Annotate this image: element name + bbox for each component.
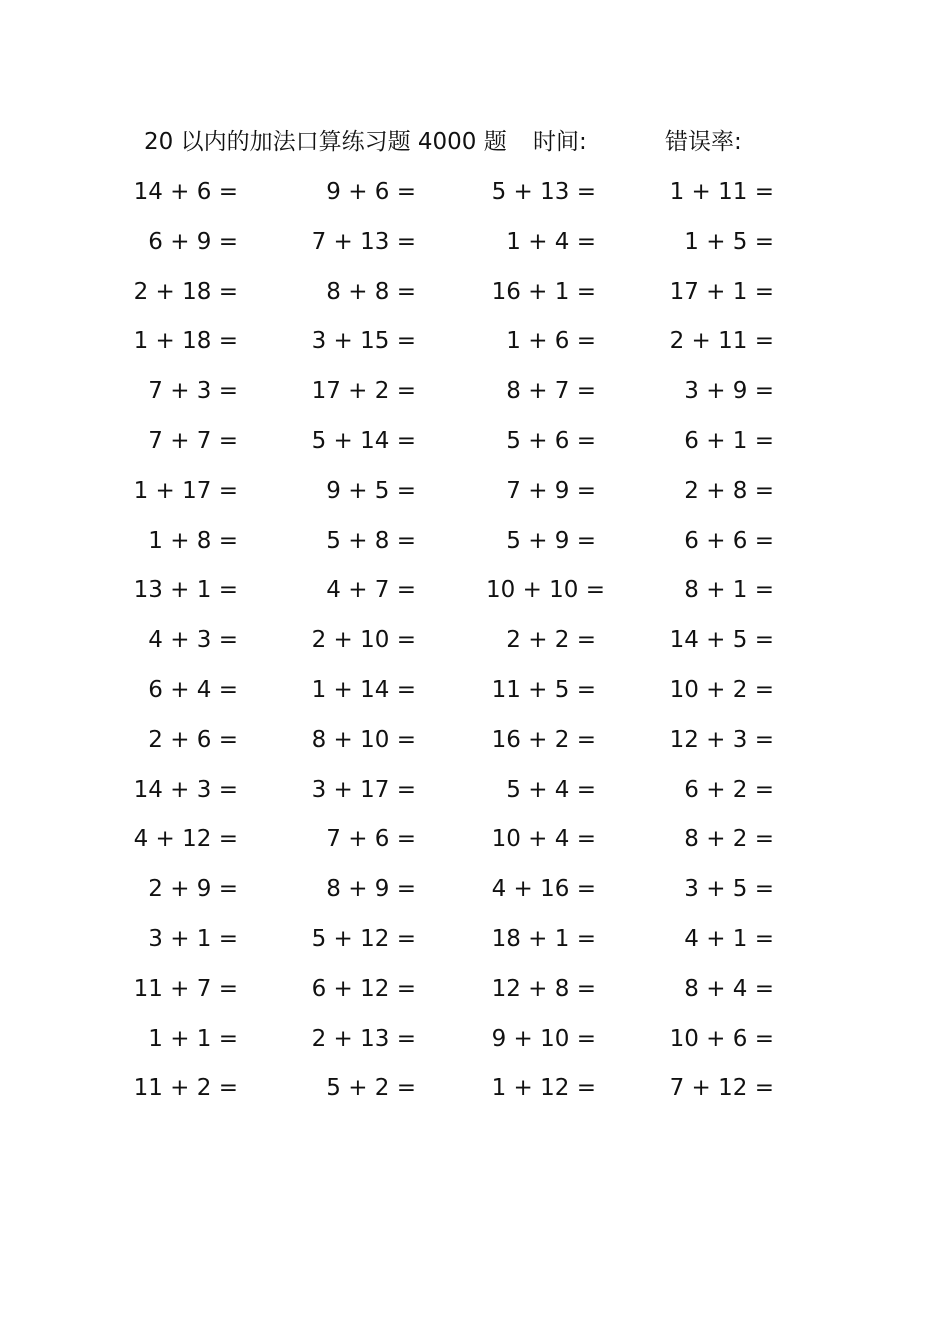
problem-item: 2 + 11 = <box>669 328 774 355</box>
problem-item: 2 + 8 = <box>684 477 774 504</box>
problem-row <box>0 969 950 1019</box>
problem-item: 7 + 9 = <box>506 477 596 504</box>
problem-item: 8 + 8 = <box>326 278 416 305</box>
problem-item: 13 + 1 = <box>133 577 238 604</box>
problem-item: 5 + 13 = <box>491 179 596 205</box>
problem-item: 2 + 10 = <box>311 627 416 654</box>
problem-item: 2 + 6 = <box>148 726 238 753</box>
problem-item: 17 + 2 = <box>311 378 416 405</box>
problem-item: 4 + 16 = <box>491 876 596 903</box>
problem-item: 8 + 2 = <box>684 826 774 853</box>
problem-item: 4 + 3 = <box>148 627 238 654</box>
problem-row <box>0 421 950 471</box>
problem-item: 10 + 2 = <box>669 676 774 703</box>
problem-item: 6 + 1 = <box>684 427 774 454</box>
problem-item: 8 + 9 = <box>326 876 416 903</box>
problem-item: 11 + 5 = <box>491 676 596 703</box>
problem-row <box>0 321 950 371</box>
problem-item: 2 + 13 = <box>311 1025 416 1052</box>
problem-item: 3 + 15 = <box>311 328 416 355</box>
problem-row <box>0 1068 950 1118</box>
problem-item: 11 + 7 = <box>133 975 238 1002</box>
problem-item: 5 + 9 = <box>506 527 596 554</box>
problem-row <box>0 272 950 322</box>
problem-item: 5 + 8 = <box>326 527 416 554</box>
problem-row <box>0 471 950 521</box>
problem-item: 1 + 1 = <box>148 1025 238 1052</box>
problem-row <box>0 670 950 720</box>
problem-item: 6 + 4 = <box>148 676 238 703</box>
problem-item: 6 + 6 = <box>684 527 774 554</box>
problem-item: 7 + 12 = <box>669 1075 774 1102</box>
problem-item: 7 + 7 = <box>148 427 238 454</box>
problem-item: 6 + 12 = <box>311 975 416 1002</box>
problem-item: 1 + 11 = <box>669 179 774 205</box>
problem-item: 1 + 6 = <box>506 328 596 355</box>
problem-item: 1 + 8 = <box>148 527 238 554</box>
problem-row <box>0 1019 950 1069</box>
problem-item: 14 + 3 = <box>133 776 238 803</box>
problem-item: 1 + 18 = <box>133 328 238 355</box>
problem-item: 18 + 1 = <box>491 925 596 952</box>
problem-grid <box>0 172 950 1118</box>
problem-item: 10 + 10 = <box>486 577 606 604</box>
problem-item: 10 + 6 = <box>669 1025 774 1052</box>
problem-item: 8 + 7 = <box>506 378 596 405</box>
problem-item: 4 + 12 = <box>133 826 238 853</box>
problem-item: 1 + 14 = <box>311 676 416 703</box>
problem-row <box>0 770 950 820</box>
problem-item: 17 + 1 = <box>669 278 774 305</box>
problem-item: 1 + 12 = <box>491 1075 596 1102</box>
problem-item: 12 + 3 = <box>669 726 774 753</box>
problem-item: 16 + 2 = <box>491 726 596 753</box>
problem-item: 2 + 18 = <box>133 278 238 305</box>
problem-item: 4 + 1 = <box>684 925 774 952</box>
problem-row <box>0 521 950 571</box>
problem-item: 8 + 10 = <box>311 726 416 753</box>
problem-row <box>0 172 950 222</box>
problem-item: 5 + 4 = <box>506 776 596 803</box>
problem-item: 14 + 5 = <box>669 627 774 654</box>
problem-item: 3 + 17 = <box>311 776 416 803</box>
problem-item: 7 + 3 = <box>148 378 238 405</box>
problem-row <box>0 819 950 869</box>
problem-item: 5 + 14 = <box>311 427 416 454</box>
problem-row <box>0 869 950 919</box>
problem-row <box>0 919 950 969</box>
problem-row <box>0 620 950 670</box>
problem-item: 14 + 6 = <box>133 179 238 205</box>
problem-item: 9 + 5 = <box>326 477 416 504</box>
problem-item: 1 + 17 = <box>133 477 238 504</box>
error-rate-label: 错误率: <box>665 129 742 155</box>
problem-item: 9 + 10 = <box>491 1025 596 1052</box>
worksheet-title: 20 以内的加法口算练习题 4000 题 <box>144 129 507 155</box>
header-line <box>144 124 824 160</box>
problem-item: 6 + 9 = <box>148 228 238 255</box>
problem-item: 10 + 4 = <box>491 826 596 853</box>
problem-item: 2 + 2 = <box>506 627 596 654</box>
problem-item: 3 + 5 = <box>684 876 774 903</box>
problem-item: 9 + 6 = <box>326 179 416 205</box>
problem-row <box>0 570 950 620</box>
problem-item: 8 + 1 = <box>684 577 774 604</box>
problem-item: 5 + 12 = <box>311 925 416 952</box>
problem-item: 1 + 4 = <box>506 228 596 255</box>
problem-row <box>0 222 950 272</box>
problem-item: 12 + 8 = <box>491 975 596 1002</box>
problem-item: 1 + 5 = <box>684 228 774 255</box>
problem-item: 5 + 6 = <box>506 427 596 454</box>
problem-row <box>0 371 950 421</box>
problem-item: 6 + 2 = <box>684 776 774 803</box>
problem-item: 16 + 1 = <box>491 278 596 305</box>
problem-item: 11 + 2 = <box>133 1075 238 1102</box>
problem-item: 7 + 6 = <box>326 826 416 853</box>
problem-row <box>0 720 950 770</box>
problem-item: 8 + 4 = <box>684 975 774 1002</box>
problem-item: 3 + 9 = <box>684 378 774 405</box>
problem-item: 3 + 1 = <box>148 925 238 952</box>
problem-item: 5 + 2 = <box>326 1075 416 1102</box>
time-label: 时间: <box>533 129 587 155</box>
problem-item: 7 + 13 = <box>311 228 416 255</box>
problem-item: 2 + 9 = <box>148 876 238 903</box>
problem-item: 4 + 7 = <box>326 577 416 604</box>
